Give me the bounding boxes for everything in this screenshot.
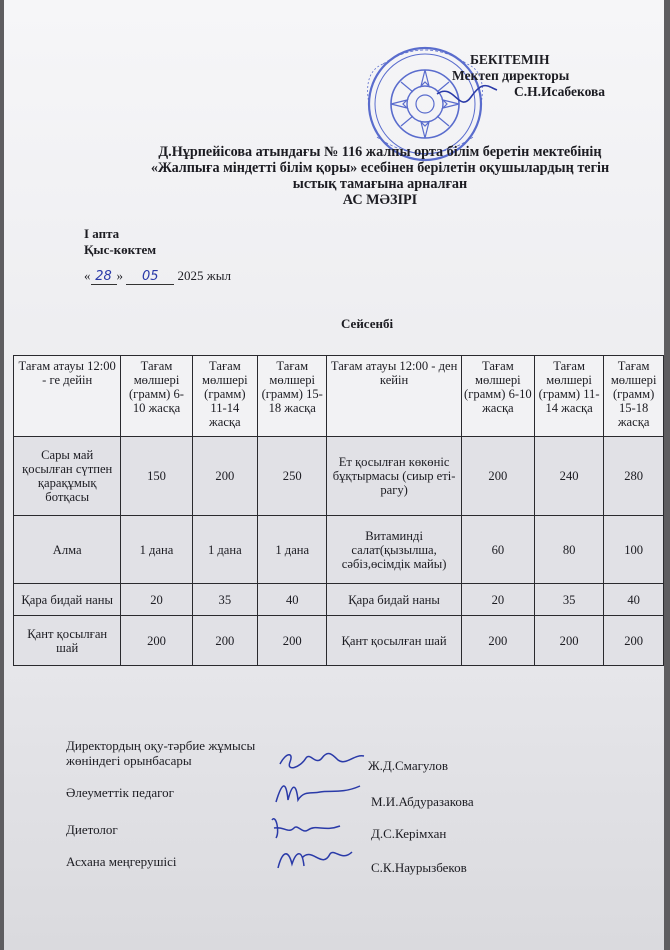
table-cell: 200 <box>534 616 603 666</box>
table-row <box>14 584 664 616</box>
approval-name: С.Н.Исабекова <box>514 84 606 99</box>
table-cell: 280 <box>604 437 664 516</box>
date-open-quote: « <box>84 268 91 283</box>
approval-heading: БЕКІТЕМІН <box>470 52 550 67</box>
table-cell: 200 <box>258 616 327 666</box>
header-cell: Тағам мөлшері (грамм) 15-18 жасқа <box>604 356 664 437</box>
table-cell: 40 <box>258 584 327 616</box>
document-page <box>4 0 664 950</box>
header-cell: Тағам атауы 12:00 - ден кейін <box>327 356 461 437</box>
header-cell: Тағам мөлшері (грамм) 15-18 жасқа <box>258 356 327 437</box>
week-info <box>84 226 156 258</box>
signature-name: С.К.Наурызбеков <box>371 860 467 875</box>
table-header-row <box>14 356 664 437</box>
table-cell: 1 дана <box>258 516 327 584</box>
week-label: І апта <box>84 226 120 241</box>
header-cell: Тағам мөлшері (грамм) 11-14 жасқа <box>192 356 257 437</box>
table-cell: 20 <box>461 584 534 616</box>
signature-role: Диетолог <box>66 822 118 837</box>
date-year: 2025 жыл <box>177 268 231 283</box>
table-cell: 250 <box>258 437 327 516</box>
signature-name: М.И.Абдуразакова <box>371 794 474 809</box>
table-cell: Ет қосылған көкөніс бұқтырмасы (сиыр еті-рагу) <box>327 437 461 516</box>
title-line-3: ыстық тамағына арналған <box>292 176 468 192</box>
table-cell: Қара бидай наны <box>327 584 461 616</box>
table-cell: 100 <box>604 516 664 584</box>
date-close-quote: » <box>116 268 123 283</box>
table-cell: 40 <box>604 584 664 616</box>
signature-name: Ж.Д.Смагулов <box>368 758 448 773</box>
signature-name: Д.С.Керімхан <box>371 826 447 841</box>
title-line-2: «Жалпыға міндетті білім қоры» есебінен берілетін оқушылардың тегін <box>150 160 610 176</box>
table-cell: Қант қосылған шай <box>14 616 121 666</box>
signature-role: Әлеуметтік педагог <box>66 785 174 800</box>
date-month: 05 <box>126 269 174 285</box>
header-cell: Тағам мөлшері (грамм) 11-14 жасқа <box>534 356 603 437</box>
table-cell: Қант қосылған шай <box>327 616 461 666</box>
table-cell: 150 <box>121 437 192 516</box>
table-cell: 20 <box>121 584 192 616</box>
date-line <box>84 268 231 285</box>
table-cell: 35 <box>534 584 603 616</box>
handwritten-signature-4 <box>272 842 356 876</box>
document-title <box>100 144 660 208</box>
handwritten-signature-1 <box>276 744 368 774</box>
table-cell: 1 дана <box>121 516 192 584</box>
date-day: 28 <box>91 269 117 285</box>
table-cell: 35 <box>192 584 257 616</box>
table-cell: Алма <box>14 516 121 584</box>
table-cell: 200 <box>192 616 257 666</box>
handwritten-signature-3 <box>266 812 346 842</box>
table-cell: 1 дана <box>192 516 257 584</box>
table-cell: 200 <box>121 616 192 666</box>
header-cell: Тағам мөлшері (грамм) 6-10 жасқа <box>461 356 534 437</box>
approval-block <box>452 52 605 100</box>
handwritten-signature-2 <box>272 776 364 810</box>
title-line-1: Д.Нұрпейісова атындағы № 116 жалпы орта білім беретін мектебінің <box>158 144 602 160</box>
table-row <box>14 437 664 516</box>
signature-role: Директордың оқу-тәрбие жұмысы жөніндегі орынбасары <box>66 738 256 768</box>
menu-table <box>13 355 664 666</box>
table-cell: Витаминді салат(қызылша, сәбіз,өсімдік майы) <box>327 516 461 584</box>
table-row <box>14 616 664 666</box>
approval-position: Мектеп директоры <box>452 68 570 83</box>
table-cell: 200 <box>461 437 534 516</box>
table-cell: 200 <box>461 616 534 666</box>
signature-role: Асхана меңгерушісі <box>66 854 177 869</box>
header-cell: Тағам мөлшері (грамм) 6-10 жасқа <box>121 356 192 437</box>
table-cell: 240 <box>534 437 603 516</box>
title-line-4: АС МӘЗІРІ <box>342 192 418 208</box>
table-cell: 80 <box>534 516 603 584</box>
table-cell: 60 <box>461 516 534 584</box>
table-row <box>14 516 664 584</box>
table-cell: 200 <box>192 437 257 516</box>
header-cell: Тағам атауы 12:00 - ге дейін <box>14 356 121 437</box>
table-cell: Қара бидай наны <box>14 584 121 616</box>
season-label: Қыс-көктем <box>84 242 157 257</box>
day-of-week: Сейсенбі <box>341 316 394 331</box>
table-cell: 200 <box>604 616 664 666</box>
table-cell: Сары май қосылған сүтпен қарақұмық ботқасы <box>14 437 121 516</box>
